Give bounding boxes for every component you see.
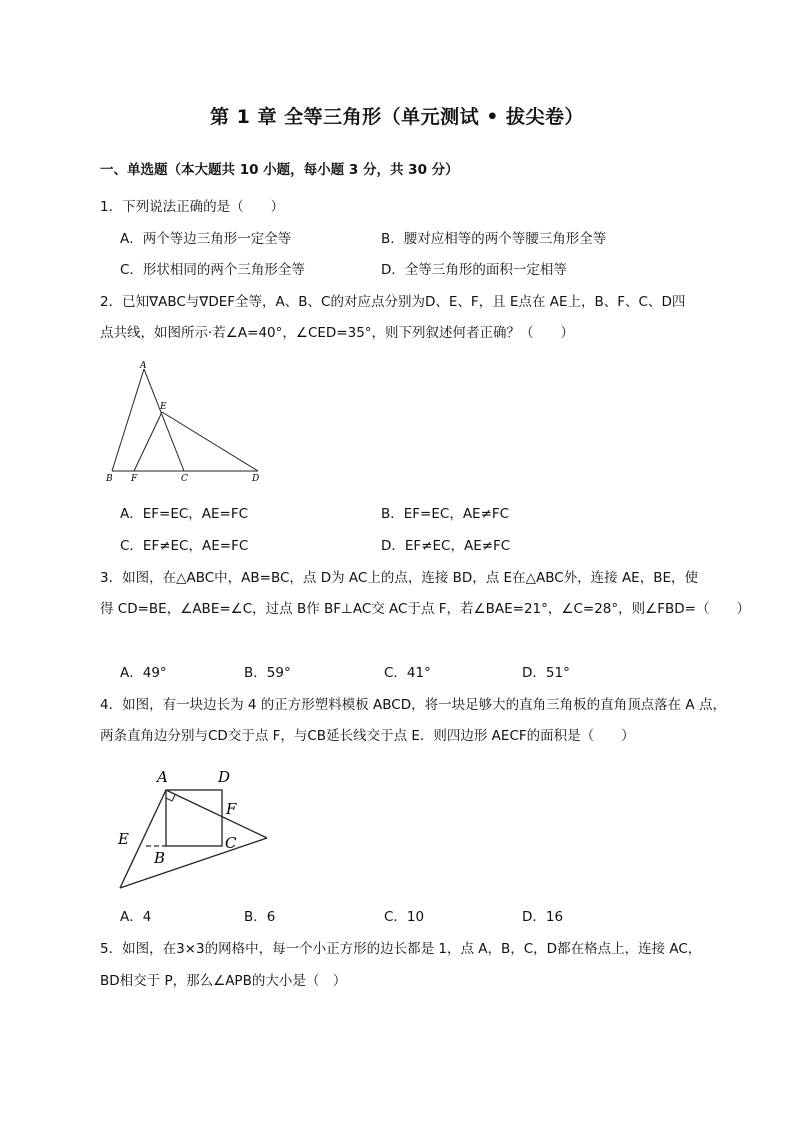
question-1-option-b: B．腰对应相等的两个等腰三角形全等 — [381, 231, 607, 247]
figure-label-d: D — [252, 474, 260, 484]
section-heading: 一、单选题（本大题共 10 小题，每小题 3 分，共 30 分） — [100, 162, 459, 178]
figure-label-e: E — [118, 830, 129, 848]
question-2-figure — [100, 357, 270, 487]
question-4-option-b: B．6 — [244, 909, 276, 925]
figure-label-f: F — [226, 800, 237, 818]
question-1-option-d: D．全等三角形的面积一定相等 — [381, 262, 567, 278]
figure-label-c: C — [181, 474, 188, 484]
question-4-option-c: C．10 — [384, 909, 425, 925]
question-3-stem-line-1: 3．如图，在△ABC中，AB=BC，点 D为 AC上的点，连接 BD，点 E在△ABC外，连接 AE，BE，使 — [100, 570, 699, 586]
question-4-option-a: A．4 — [120, 909, 152, 925]
figure-label-d: D — [218, 768, 231, 786]
question-3-option-c: C．41° — [384, 665, 431, 681]
question-3-stem-line-2: 得 CD=BE，∠ABE=∠C，过点 B作 BF⊥AC交 AC于点 F，若∠BAE=21°，∠C=28°，则∠FBD=（ ） — [100, 601, 750, 617]
question-4-stem-line-1: 4．如图，有一块边长为 4 的正方形塑料模板 ABCD，将一块足够大的直角三角板的直角顶点落在 A 点， — [100, 697, 726, 713]
question-1-option-c: C．形状相同的两个三角形全等 — [120, 262, 305, 278]
figure-label-e: E — [160, 402, 167, 412]
question-4-stem-line-2: 两条直角边分别与CD交于点 F，与CB延长线交于点 E．则四边形 AECF的面积是（ ） — [100, 728, 635, 744]
question-2-stem-line-2: 点共线，如图所示·若∠A=40°，∠CED=35°，则下列叙述何者正确？（ ） — [100, 325, 575, 341]
question-1-stem: 1．下列说法正确的是（ ） — [100, 199, 285, 215]
figure-label-b: B — [154, 849, 166, 867]
question-2-stem-line-1: 2．已知∇ABC与∇DEF全等，A、B、C的对应点分别为D、E、F，且 E点在 AE上，B、F、C、D四 — [100, 294, 686, 310]
question-2-option-b: B．EF=EC，AE≠FC — [381, 506, 510, 522]
question-4-figure — [110, 762, 280, 892]
question-4-option-d: D．16 — [522, 909, 564, 925]
figure-label-c: C — [225, 834, 237, 852]
question-1-option-a: A．两个等边三角形一定全等 — [120, 231, 292, 247]
figure-label-f: F — [131, 474, 138, 484]
question-3-option-b: B．59° — [244, 665, 291, 681]
question-2-option-c: C．EF≠EC，AE=FC — [120, 538, 249, 554]
figure-label-a: A — [157, 768, 168, 786]
figure-label-a: A — [140, 361, 147, 371]
question-2-option-a: A．EF=EC，AE=FC — [120, 506, 249, 522]
question-5-stem-line-2: BD相交于 P，那么∠APB的大小是（ ） — [100, 973, 347, 989]
question-3-option-d: D．51° — [522, 665, 570, 681]
question-2-option-d: D．EF≠EC，AE≠FC — [381, 538, 511, 554]
page-title: 第 1 章 全等三角形（单元测试 • 拔尖卷） — [210, 106, 584, 128]
figure-label-b: B — [106, 474, 113, 484]
question-5-stem-line-1: 5．如图，在3×3的网格中，每一个小正方形的边长都是 1，点 A，B，C，D都在格点上，连接 AC， — [100, 941, 702, 957]
question-3-option-a: A．49° — [120, 665, 167, 681]
